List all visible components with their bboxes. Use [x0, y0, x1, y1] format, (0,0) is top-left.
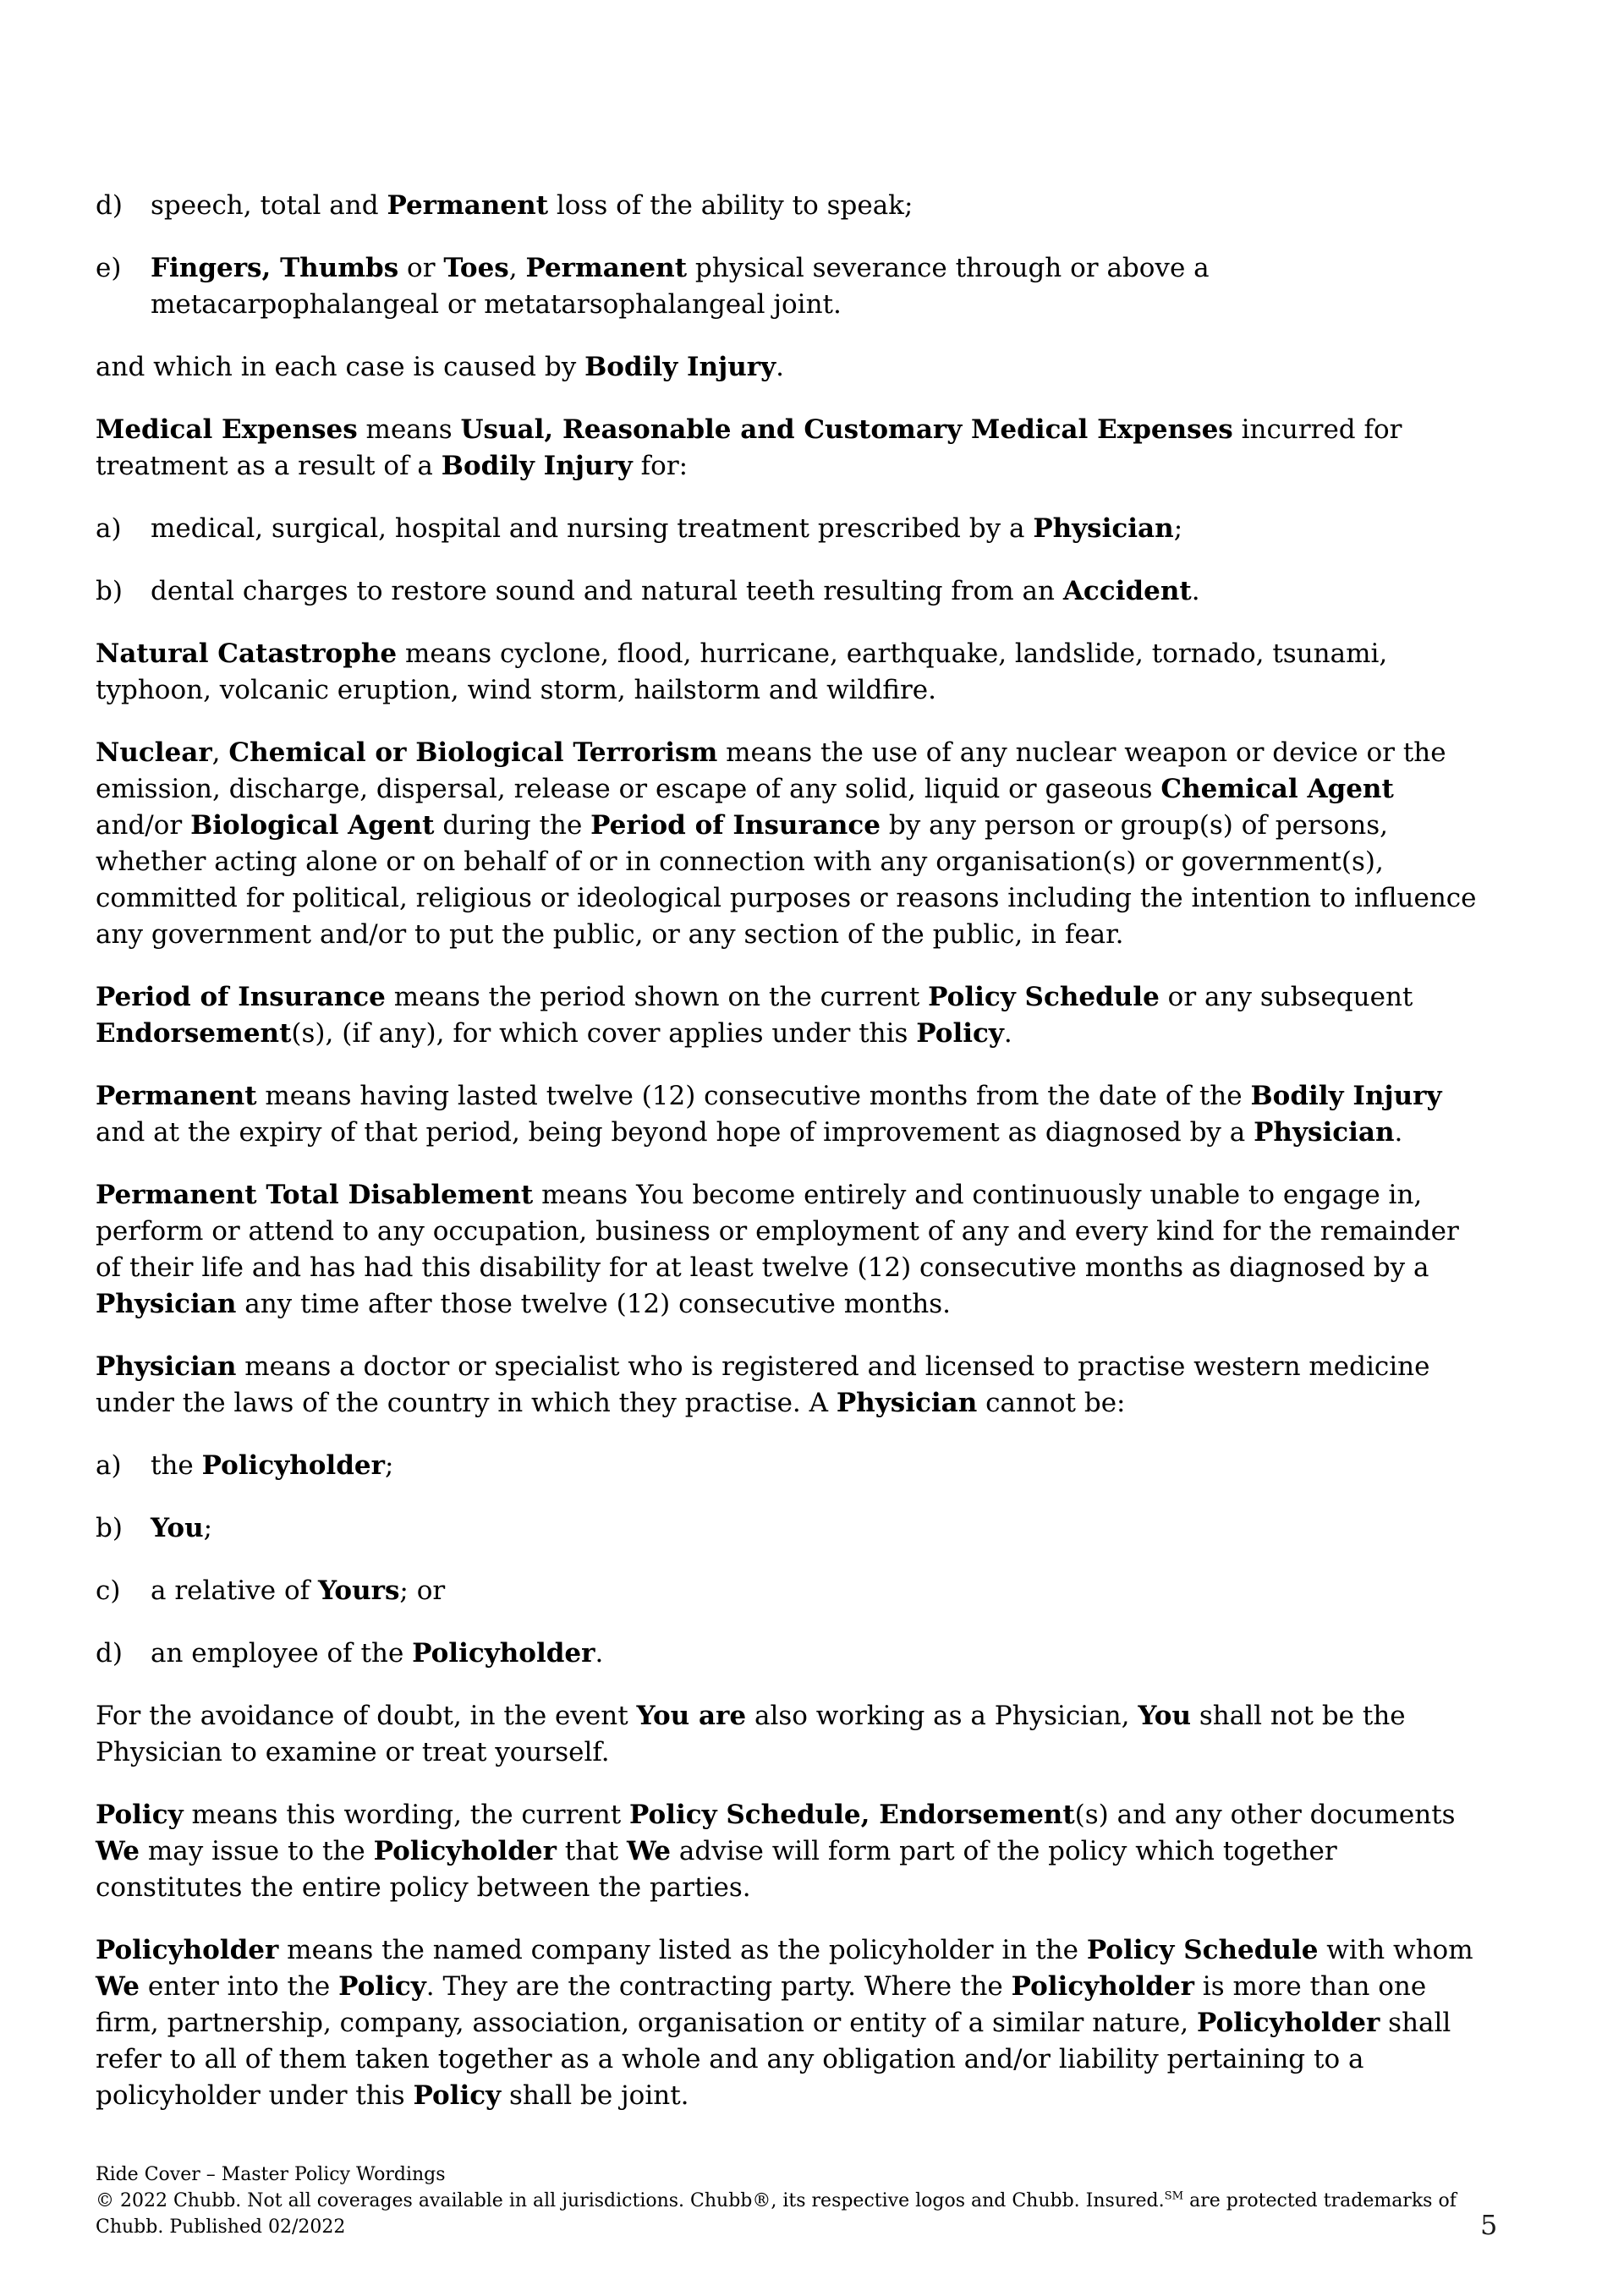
text-run: (s), (if any), for which cover applies under this	[291, 1018, 917, 1049]
definition-paragraph	[96, 349, 1483, 386]
list-marker: c)	[96, 1575, 121, 1606]
bold-term: Policyholder	[201, 1450, 385, 1481]
text-run: © 2022 Chubb. Not all coverages available in all jurisdictions. Chubb®, its respective logos and Chubb. Insured.	[96, 2190, 1165, 2211]
bold-term: Physician	[1254, 1117, 1395, 1148]
bold-term: Chemical or Biological Terrorism	[228, 737, 718, 768]
text-run: for:	[632, 451, 689, 481]
definition-paragraph	[96, 1078, 1483, 1151]
bold-term: Period of Insurance	[590, 810, 881, 841]
list-item	[96, 1573, 1483, 1609]
bold-term: We	[96, 1836, 140, 1866]
paragraph-text	[96, 737, 1477, 950]
text-run: and at the expiry of that period, being beyond hope of improvement as diagnosed by a	[96, 1117, 1254, 1148]
bold-term: Permanent Total Disablement	[96, 1180, 534, 1210]
text-run: and/or	[96, 810, 191, 841]
bold-term: Bodily Injury	[441, 451, 633, 481]
paragraph-text	[96, 1701, 1406, 1767]
text-run: an employee of the	[151, 1638, 413, 1669]
paragraph-text	[96, 1935, 1473, 2111]
definition-paragraph	[96, 1698, 1483, 1771]
bold-term: Policyholder	[1196, 2008, 1380, 2038]
bold-term: Permanent	[387, 190, 549, 221]
paragraph-text	[96, 352, 784, 382]
definition-paragraph	[96, 979, 1483, 1052]
bold-term: Policyholder	[96, 1935, 279, 1965]
list-marker: d)	[96, 190, 123, 221]
footer-doc-title: Ride Cover – Master Policy Wordings	[96, 2164, 446, 2185]
page-number: 5	[1480, 2209, 1498, 2241]
text-run: .	[1394, 1117, 1403, 1148]
text-run: means this wording, the current	[183, 1800, 630, 1830]
paragraph-text	[151, 253, 1210, 320]
definition-paragraph	[96, 1797, 1483, 1906]
list-marker: b)	[96, 1513, 123, 1543]
bold-term: Policy	[916, 1018, 1004, 1049]
paragraph-text	[151, 1638, 603, 1669]
bold-term: You are	[636, 1701, 747, 1731]
footer-copyright-line	[96, 2188, 1466, 2214]
text-run: ; or	[399, 1575, 446, 1606]
text-run: ,	[508, 253, 526, 283]
paragraph-text	[96, 1081, 1442, 1148]
text-run: enter into the	[140, 1971, 339, 2002]
paragraph-text	[151, 1575, 445, 1606]
paragraph-text	[151, 1450, 393, 1481]
text-run: means a doctor or specialist who is registered and licensed to practise western medicine under the laws of the country in which they practise. A	[96, 1351, 1430, 1418]
text-run: also working as a Physician,	[746, 1701, 1138, 1731]
bold-term: Period of Insurance	[96, 982, 386, 1012]
text-run: ,	[211, 737, 229, 768]
definition-paragraph	[96, 636, 1483, 709]
text-run: or	[398, 253, 444, 283]
bold-term: Policy Schedule, Endorsement	[629, 1800, 1075, 1830]
bold-term: We	[96, 1971, 140, 2002]
definition-paragraph	[96, 1349, 1483, 1422]
text-run: shall not be the Physician to examine or treat yourself.	[96, 1701, 1406, 1767]
bold-term: Yours	[317, 1575, 400, 1606]
bold-term: Bodily Injury	[584, 352, 776, 382]
bold-term: Bodily Injury	[1250, 1081, 1442, 1111]
paragraph-text	[96, 982, 1413, 1049]
list-marker: a)	[96, 1450, 122, 1481]
text-run: means	[357, 414, 461, 445]
text-run: . They are the contracting party. Where the	[425, 1971, 1012, 2002]
text-run: means cyclone, flood, hurricane, earthquake, landslide, tornado, tsunami, typhoon, volcanic eruption, wind storm, hailstorm and wildfire.	[96, 638, 1388, 705]
text-run: For the avoidance of doubt, in the event	[96, 1701, 637, 1731]
bold-term: Policy Schedule	[1086, 1935, 1319, 1965]
list-item	[96, 250, 1483, 323]
text-run: incurred for treatment as a result of a	[96, 414, 1402, 481]
paragraph-text	[96, 638, 1387, 705]
bold-term: Accident	[1062, 576, 1192, 606]
paragraph-text	[96, 1800, 1456, 1903]
bold-term: Policyholder	[373, 1836, 557, 1866]
bold-term: Biological Agent	[190, 810, 435, 841]
paragraph-text	[96, 414, 1402, 481]
text-run: means the use of any nuclear weapon or device or the emission, discharge, dispersal, release or escape of any solid, liquid or gaseous	[96, 737, 1446, 804]
text-run: .	[776, 352, 785, 382]
paragraph-text	[96, 1351, 1430, 1418]
bold-term: We	[627, 1836, 672, 1866]
bold-term: Endorsement	[96, 1018, 292, 1049]
text-run: is more than one firm, partnership, company, association, organisation or entity of a similar nature,	[96, 1971, 1427, 2038]
bold-term: Nuclear	[96, 737, 212, 768]
bold-term: You	[1138, 1701, 1191, 1731]
bold-term: Permanent	[96, 1081, 257, 1111]
page-footer	[96, 2162, 1466, 2240]
bold-term: Permanent	[525, 253, 688, 283]
text-run: .	[1003, 1018, 1012, 1049]
text-run: speech, total and	[151, 190, 387, 221]
list-item	[96, 188, 1483, 224]
text-run: means the period shown on the current	[385, 982, 929, 1012]
text-run: ;	[1173, 513, 1183, 544]
text-run: (s) and any other documents	[1074, 1800, 1456, 1830]
list-item	[96, 511, 1483, 547]
bold-term: Policy	[338, 1971, 426, 2002]
bold-term: Medical Expenses	[96, 414, 358, 445]
bold-term: Fingers, Thumbs	[151, 253, 399, 283]
text-run: a relative of	[151, 1575, 318, 1606]
text-run: that	[556, 1836, 628, 1866]
text-run: and which in each case is caused by	[96, 352, 585, 382]
bold-term: Policyholder	[1011, 1971, 1194, 2002]
list-marker: d)	[96, 1638, 123, 1669]
text-run: the	[151, 1450, 202, 1481]
bold-term: Policy Schedule	[928, 982, 1160, 1012]
superscript-text: SM	[1164, 2189, 1184, 2203]
bold-term: Physician	[96, 1289, 237, 1319]
text-run: advise will form part of the policy which together constitutes the entire policy between the parties.	[96, 1836, 1337, 1903]
bold-term: Physician	[1033, 513, 1174, 544]
text-run: any time after those twelve (12) consecutive months.	[236, 1289, 951, 1319]
bold-term: Policyholder	[412, 1638, 595, 1669]
text-run: means You become entirely and continuously unable to engage in, perform or attend to any occupation, business or employment of any and every kind for the remainder of their life and has had this disability for at least twelve (12) consecutive months as diagnosed by a	[96, 1180, 1459, 1283]
bold-term: Policy	[96, 1800, 184, 1830]
bold-term: Physician	[836, 1388, 978, 1418]
text-run: ;	[203, 1513, 213, 1543]
text-run: .	[595, 1638, 604, 1669]
bold-term: You	[151, 1513, 204, 1543]
bold-term: Natural Catastrophe	[96, 638, 398, 669]
text-run: are protected trademarks of	[1183, 2190, 1457, 2211]
list-marker: b)	[96, 576, 123, 606]
text-run: or any subsequent	[1159, 982, 1413, 1012]
bold-term: Chemical Agent	[1160, 774, 1394, 804]
definition-paragraph	[96, 1932, 1483, 2114]
footer-published-line: Chubb. Published 02/2022	[96, 2217, 346, 2238]
text-run: physical severance through or above a metacarpophalangeal or metatarsophalangeal joint.	[151, 253, 1210, 320]
definition-paragraph	[96, 735, 1483, 953]
bold-term: Usual, Reasonable and Customary Medical Expenses	[460, 414, 1233, 445]
paragraph-text	[151, 190, 913, 221]
text-run: means having lasted twelve (12) consecutive months from the date of the	[256, 1081, 1251, 1111]
paragraph-text	[96, 1180, 1459, 1319]
list-marker: e)	[96, 253, 122, 283]
definition-paragraph	[96, 412, 1483, 485]
list-item	[96, 1448, 1483, 1484]
text-run: means the named company listed as the policyholder in the	[278, 1935, 1087, 1965]
text-run: .	[1191, 576, 1200, 606]
text-run: shall be joint.	[501, 2080, 689, 2111]
paragraph-text	[151, 1513, 212, 1543]
bold-term: Physician	[96, 1351, 237, 1382]
paragraph-text	[151, 513, 1182, 544]
paragraph-text	[151, 576, 1200, 606]
document-body	[96, 188, 1483, 2140]
text-run: dental charges to restore sound and natural teeth resulting from an	[151, 576, 1063, 606]
text-run: may issue to the	[140, 1836, 374, 1866]
list-marker: a)	[96, 513, 122, 544]
text-run: during the	[434, 810, 591, 841]
text-run: ;	[384, 1450, 394, 1481]
list-item	[96, 573, 1483, 610]
text-run: cannot be:	[977, 1388, 1126, 1418]
definition-paragraph	[96, 1177, 1483, 1323]
bold-term: Policy	[413, 2080, 502, 2111]
list-item	[96, 1636, 1483, 1672]
list-item	[96, 1510, 1483, 1547]
text-run: medical, surgical, hospital and nursing treatment prescribed by a	[151, 513, 1034, 544]
text-run: loss of the ability to speak;	[548, 190, 914, 221]
text-run: shall refer to all of them taken together as a whole and any obligation and/or liability pertaining to a policyholder under this	[96, 2008, 1451, 2111]
text-run: with whom	[1318, 1935, 1473, 1965]
bold-term: Toes	[443, 253, 509, 283]
text-run: by any person or group(s) of persons, whether acting alone or on behalf of or in connection with any organisation(s) or government(s), committed for political, religious or ideological purposes or reasons including the intention to influence any government and/or to put the public, or any section of the public, in fear.	[96, 810, 1477, 950]
